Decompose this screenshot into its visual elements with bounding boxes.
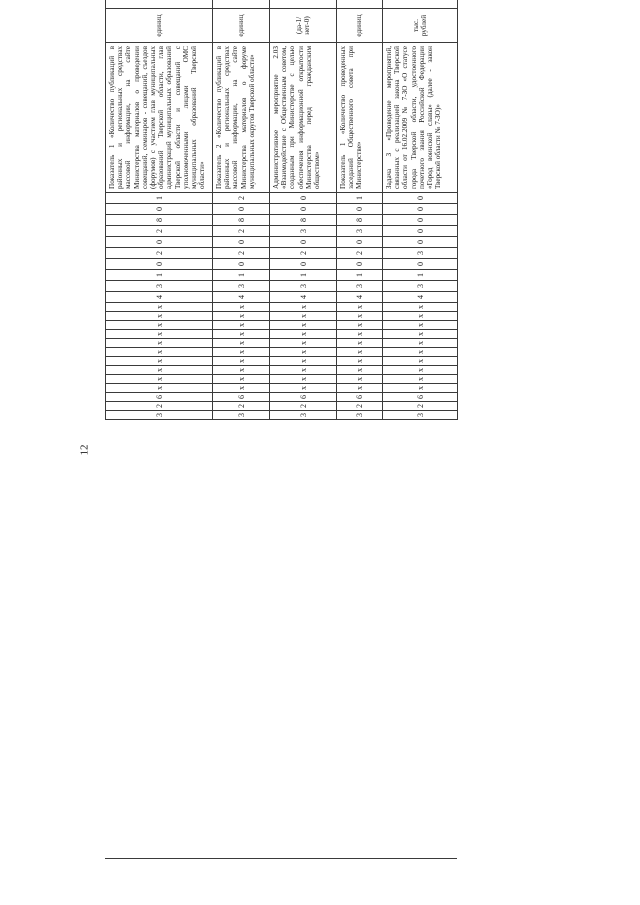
code-cell: 0 bbox=[270, 204, 337, 215]
program-table bbox=[105, 0, 458, 420]
code-cell: х bbox=[383, 312, 458, 321]
code-cell: х bbox=[270, 303, 337, 312]
code-cell: 0 bbox=[337, 204, 383, 215]
table-row bbox=[337, 0, 383, 420]
code-cell: х bbox=[106, 321, 213, 330]
code-cell: х bbox=[213, 348, 270, 357]
code-cell: х bbox=[270, 348, 337, 357]
code-cell: х bbox=[270, 357, 337, 366]
code-cell: х bbox=[337, 348, 383, 357]
table-row bbox=[270, 0, 337, 420]
code-cell: х bbox=[213, 303, 270, 312]
code-cell: х bbox=[337, 339, 383, 348]
code-cell: 3 bbox=[337, 411, 383, 420]
code-cell: 0 bbox=[270, 259, 337, 270]
code-cell: 2 bbox=[213, 193, 270, 204]
unit-cell: единиц bbox=[337, 9, 383, 43]
code-cell: 1 bbox=[106, 270, 213, 281]
value-cell bbox=[270, 0, 337, 9]
code-cell: 2 bbox=[337, 248, 383, 259]
code-cell: 2 bbox=[270, 402, 337, 411]
page-number: 12 bbox=[78, 444, 91, 456]
code-cell: 0 bbox=[213, 259, 270, 270]
description-cell: Показатель 2 «Количество публикаций в районных и региональных средствах массовой информации, на сайте Министерства материалов о форуме муниципальных округов Тверской области» bbox=[213, 43, 270, 193]
code-cell: х bbox=[383, 321, 458, 330]
code-cell: 6 bbox=[213, 393, 270, 402]
description-cell: Административное мероприятие 2.03 «Взаимодействие с Общественным советом, созданным при Министерстве с целью обеспечения информационной открытости Министерства перед гражданским обществом» bbox=[270, 43, 337, 193]
value-cell bbox=[383, 0, 458, 9]
code-cell: х bbox=[106, 384, 213, 393]
code-cell: 1 bbox=[270, 270, 337, 281]
code-cell: 0 bbox=[213, 237, 270, 248]
code-cell: х bbox=[337, 384, 383, 393]
code-cell: х bbox=[383, 303, 458, 312]
code-cell: х bbox=[270, 330, 337, 339]
program-table-rotated bbox=[105, 0, 457, 420]
code-cell: 0 bbox=[213, 204, 270, 215]
code-cell: х bbox=[337, 375, 383, 384]
value-cell bbox=[106, 0, 213, 9]
code-cell: 4 bbox=[106, 292, 213, 303]
code-cell: х bbox=[106, 339, 213, 348]
program-table-container bbox=[105, 14, 457, 858]
code-cell: х bbox=[337, 303, 383, 312]
code-cell: х bbox=[106, 303, 213, 312]
code-cell: 2 bbox=[337, 402, 383, 411]
code-cell: 4 bbox=[270, 292, 337, 303]
code-cell: х bbox=[383, 375, 458, 384]
unit-cell: единиц bbox=[106, 9, 213, 43]
unit-cell: единиц bbox=[213, 9, 270, 43]
code-cell: х bbox=[270, 384, 337, 393]
code-cell: 2 bbox=[213, 226, 270, 237]
code-cell: 3 bbox=[270, 226, 337, 237]
code-cell: 8 bbox=[270, 215, 337, 226]
unit-cell: тыс. рублей bbox=[383, 9, 458, 43]
code-cell: 3 bbox=[337, 226, 383, 237]
code-cell: 2 bbox=[106, 402, 213, 411]
code-cell: 2 bbox=[383, 402, 458, 411]
table-row bbox=[213, 0, 270, 420]
code-cell: х bbox=[270, 375, 337, 384]
value-cell bbox=[213, 0, 270, 9]
code-cell: 1 bbox=[337, 270, 383, 281]
code-cell: 2 bbox=[213, 402, 270, 411]
code-cell: 6 bbox=[337, 393, 383, 402]
code-cell: 0 bbox=[106, 204, 213, 215]
code-cell: х bbox=[337, 312, 383, 321]
code-cell: х bbox=[106, 348, 213, 357]
code-cell: 0 bbox=[270, 237, 337, 248]
code-cell: 0 bbox=[383, 204, 458, 215]
code-cell: 4 bbox=[213, 292, 270, 303]
code-cell: х bbox=[213, 384, 270, 393]
code-cell: 3 bbox=[270, 281, 337, 292]
code-cell: 6 bbox=[270, 393, 337, 402]
code-cell: х bbox=[106, 357, 213, 366]
code-cell: 2 bbox=[213, 248, 270, 259]
code-cell: х bbox=[270, 339, 337, 348]
code-cell: х bbox=[270, 366, 337, 375]
code-cell: 4 bbox=[337, 292, 383, 303]
code-cell: 0 bbox=[383, 215, 458, 226]
code-cell: 3 bbox=[383, 281, 458, 292]
code-cell: 6 bbox=[383, 393, 458, 402]
code-cell: 3 bbox=[213, 281, 270, 292]
code-cell: 0 bbox=[270, 193, 337, 204]
code-cell: х bbox=[337, 330, 383, 339]
code-cell: 0 bbox=[383, 226, 458, 237]
code-cell: 0 bbox=[383, 237, 458, 248]
code-cell: х bbox=[213, 330, 270, 339]
unit-cell: (да-1/ нет-0) bbox=[270, 9, 337, 43]
code-cell: 2 bbox=[106, 226, 213, 237]
code-cell: х bbox=[213, 375, 270, 384]
code-cell: 1 bbox=[337, 193, 383, 204]
code-cell: 8 bbox=[213, 215, 270, 226]
code-cell: х bbox=[383, 339, 458, 348]
code-cell: х bbox=[383, 357, 458, 366]
code-cell: х bbox=[383, 384, 458, 393]
code-cell: х bbox=[213, 339, 270, 348]
code-cell: 0 bbox=[337, 237, 383, 248]
code-cell: х bbox=[270, 321, 337, 330]
code-cell: 3 bbox=[383, 411, 458, 420]
code-cell: 3 bbox=[337, 281, 383, 292]
value-cell bbox=[337, 0, 383, 9]
code-cell: 3 bbox=[270, 411, 337, 420]
code-cell: 1 bbox=[383, 270, 458, 281]
description-cell: Показатель 1 «Количество публикаций в районных и региональных средствах массовой информации, на сайте Министерства материалов о проведении совещаний, семинаров - совещаний, съездов (форумов) с участием глав муниципальных образований Тверской области, глав администраций муниципальных образований Тверской области и совещаний с уполномоченными лицами ОМС муниципальных образований Тверской области» bbox=[106, 43, 213, 193]
table-row bbox=[383, 0, 458, 420]
code-cell: 1 bbox=[213, 270, 270, 281]
code-cell: 3 bbox=[383, 248, 458, 259]
code-cell: х bbox=[106, 312, 213, 321]
code-cell: х bbox=[213, 312, 270, 321]
table-row bbox=[106, 0, 213, 420]
code-cell: 4 bbox=[383, 292, 458, 303]
code-cell: х bbox=[106, 330, 213, 339]
code-cell: 3 bbox=[106, 411, 213, 420]
code-cell: х bbox=[213, 357, 270, 366]
code-cell: 8 bbox=[106, 215, 213, 226]
code-cell: х bbox=[383, 348, 458, 357]
code-cell: х bbox=[337, 321, 383, 330]
code-cell: 8 bbox=[337, 215, 383, 226]
code-cell: 2 bbox=[270, 248, 337, 259]
description-cell: Задача 3 «Проведение мероприятий, связанных с реализацией закона Тверской области от 16.02.2009 № 7-ЗО «О статусе города Тверской области, удостоенного почетного звания Российской Федерации «Город воинской славы» (далее - закон Тверской области № 7-ЗО)» bbox=[383, 43, 458, 193]
code-cell: 6 bbox=[106, 393, 213, 402]
code-cell: х bbox=[213, 321, 270, 330]
code-cell: 0 bbox=[337, 259, 383, 270]
code-cell: х bbox=[106, 375, 213, 384]
code-cell: 1 bbox=[106, 193, 213, 204]
code-cell: х bbox=[270, 312, 337, 321]
code-cell: х bbox=[213, 366, 270, 375]
code-cell: х bbox=[383, 330, 458, 339]
code-cell: 0 bbox=[106, 237, 213, 248]
code-cell: 3 bbox=[213, 411, 270, 420]
code-cell: х bbox=[337, 366, 383, 375]
code-cell: х bbox=[337, 357, 383, 366]
code-cell: 0 bbox=[383, 193, 458, 204]
table-bottom-rule bbox=[105, 858, 457, 859]
code-cell: 3 bbox=[106, 281, 213, 292]
code-cell: х bbox=[106, 366, 213, 375]
code-cell: 2 bbox=[106, 248, 213, 259]
description-cell: Показатель 1 «Количество проведенных заседаний Общественного совета при Министерстве» bbox=[337, 43, 383, 193]
code-cell: 0 bbox=[106, 259, 213, 270]
code-cell: х bbox=[383, 366, 458, 375]
code-cell: 0 bbox=[383, 259, 458, 270]
